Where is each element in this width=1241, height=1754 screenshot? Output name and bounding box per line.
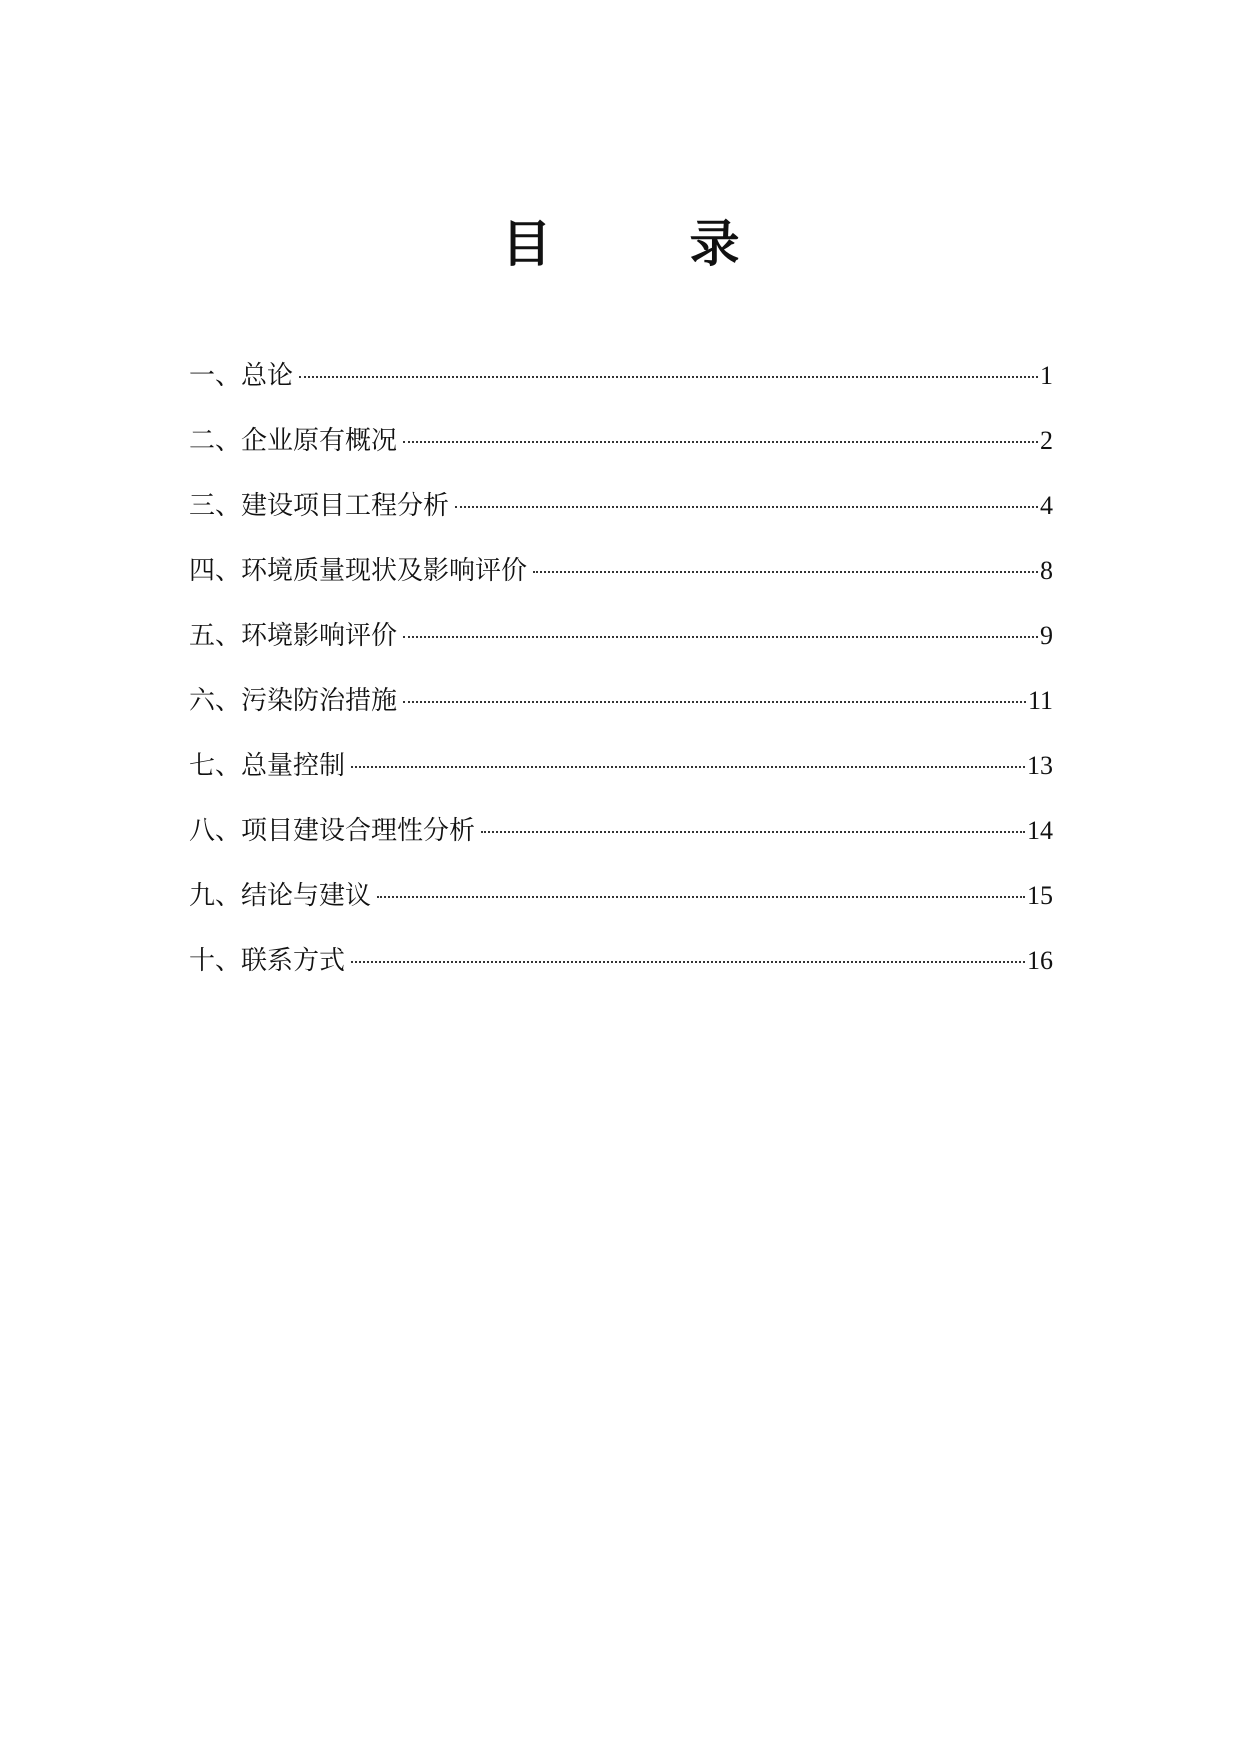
toc-leader-dots xyxy=(351,765,1025,768)
toc-entry-page: 4 xyxy=(1040,491,1053,520)
toc-leader-dots xyxy=(403,700,1026,703)
toc-entry-label: 九、结论与建议 xyxy=(189,881,372,911)
toc-entry-page: 1 xyxy=(1040,361,1053,390)
toc-entry-label: 十、联系方式 xyxy=(189,946,346,976)
toc-entry[interactable] xyxy=(189,681,1053,746)
toc-leader-dots xyxy=(299,375,1038,378)
toc-entry-page: 16 xyxy=(1027,946,1053,975)
toc-entry-page: 15 xyxy=(1027,881,1053,910)
toc-entry[interactable] xyxy=(189,486,1053,551)
toc-entry-page: 9 xyxy=(1040,621,1053,650)
toc-leader-dots xyxy=(377,895,1025,898)
toc-entry-label: 七、总量控制 xyxy=(189,751,346,781)
toc-leader-dots xyxy=(481,830,1025,833)
toc-entry-label: 八、项目建设合理性分析 xyxy=(189,816,476,846)
toc-entry-page: 8 xyxy=(1040,556,1053,585)
toc-leader-dots xyxy=(403,635,1038,638)
toc-entry-label: 六、污染防治措施 xyxy=(189,686,398,716)
toc-entry-label: 五、环境影响评价 xyxy=(189,621,398,651)
toc-entry-page: 11 xyxy=(1027,686,1053,715)
toc-entry-page: 14 xyxy=(1027,816,1053,845)
toc-entry[interactable] xyxy=(189,616,1053,681)
toc-leader-dots xyxy=(351,960,1025,963)
toc-entry[interactable] xyxy=(189,551,1053,616)
toc-leader-dots xyxy=(533,570,1038,573)
toc-entry[interactable] xyxy=(189,421,1053,486)
toc-entry[interactable] xyxy=(189,876,1053,941)
table-of-contents xyxy=(189,356,1053,1006)
toc-entry[interactable] xyxy=(189,811,1053,876)
toc-entry-label: 一、总论 xyxy=(189,361,294,391)
toc-entry[interactable] xyxy=(189,356,1053,421)
toc-leader-dots xyxy=(403,440,1038,443)
page-title: 目 录 xyxy=(501,215,784,273)
toc-entry-label: 二、企业原有概况 xyxy=(189,426,398,456)
toc-entry-label: 三、建设项目工程分析 xyxy=(189,491,450,521)
toc-entry[interactable] xyxy=(189,746,1053,811)
toc-entry-page: 13 xyxy=(1027,751,1053,780)
toc-leader-dots xyxy=(455,505,1038,508)
toc-entry-label: 四、环境质量现状及影响评价 xyxy=(189,556,528,586)
toc-entry-page: 2 xyxy=(1040,426,1053,455)
toc-entry[interactable] xyxy=(189,941,1053,1006)
